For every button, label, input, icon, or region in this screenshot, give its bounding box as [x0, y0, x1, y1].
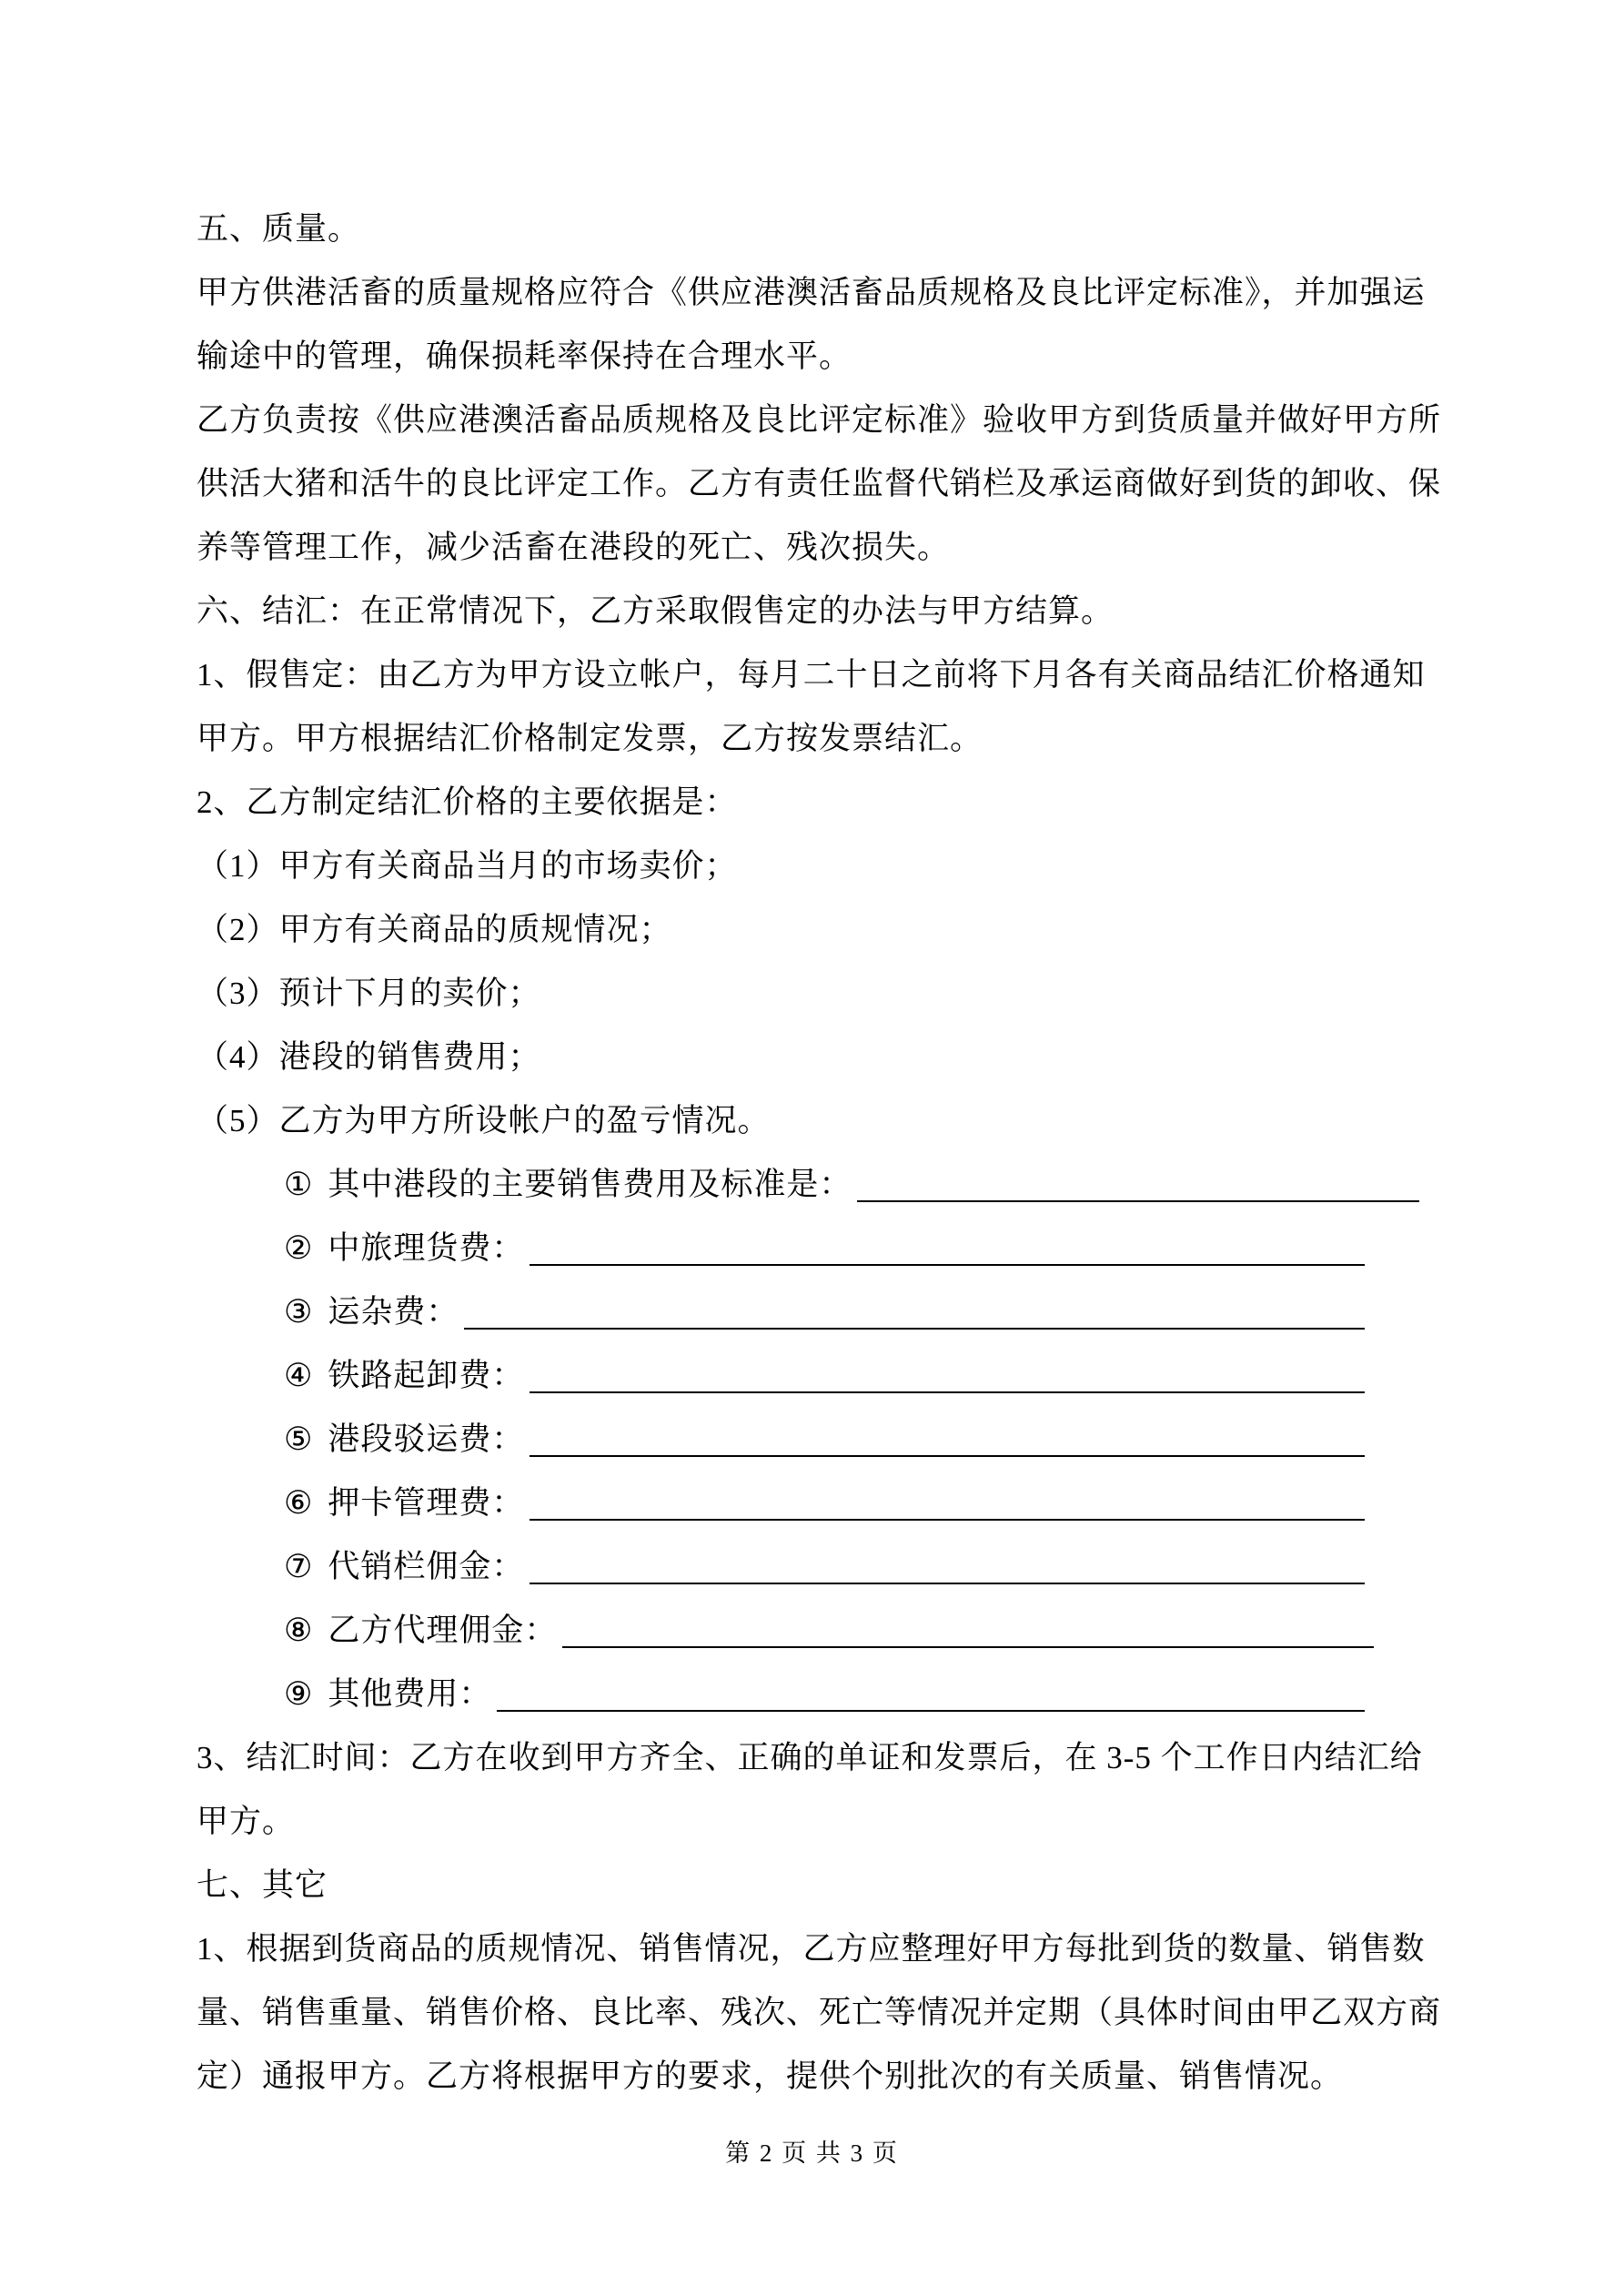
blank-underline — [497, 1663, 1365, 1712]
blank-underline — [530, 1535, 1365, 1584]
blank-underline — [464, 1280, 1365, 1330]
fee-item-line — [284, 1472, 1442, 1535]
text-line: 甲方供港活畜的质量规格应符合《供应港澳活畜品质规格及良比评定标准》，并加强运 — [197, 275, 1426, 310]
fee-label: 押卡管理费： — [328, 1485, 525, 1521]
text-line: （2）甲方有关商品的质规情况； — [197, 912, 672, 947]
blank-underline — [530, 1344, 1365, 1393]
circled-number: ⑤ — [284, 1421, 314, 1457]
fee-item-line — [284, 1663, 1442, 1726]
text-line: 甲方。 — [197, 1804, 296, 1839]
fee-label: 其他费用： — [328, 1676, 492, 1712]
fee-item-line — [284, 1217, 1442, 1280]
blank-underline — [562, 1599, 1374, 1648]
circled-number: ⑥ — [284, 1485, 314, 1521]
fee-label: 港段驳运费： — [328, 1421, 525, 1457]
text-line: （3）预计下月的卖价； — [197, 976, 541, 1011]
fee-item-line — [284, 1535, 1442, 1599]
text-line: 养等管理工作，减少活畜在港段的死亡、残次损失。 — [197, 530, 951, 565]
fee-item-line — [284, 1344, 1442, 1408]
page-footer: 第 2 页 共 3 页 — [725, 2139, 899, 2167]
blank-underline — [530, 1217, 1365, 1266]
text-line: 供活大猪和活牛的良比评定工作。乙方有责任监督代销栏及承运商做好到货的卸收、保 — [197, 466, 1442, 501]
text-line: 六、结汇：在正常情况下，乙方采取假售定的办法与甲方结算。 — [197, 593, 1115, 629]
text-line: （5）乙方为甲方所设帐户的盈亏情况。 — [197, 1103, 771, 1138]
text-line: 甲方。甲方根据结汇价格制定发票，乙方按发票结汇。 — [197, 721, 983, 756]
circled-number: ⑦ — [284, 1549, 314, 1584]
text-line: 五、质量。 — [197, 211, 361, 247]
text-line: 输途中的管理，确保损耗率保持在合理水平。 — [197, 339, 852, 374]
circled-number: ⑧ — [284, 1613, 314, 1648]
text-line: 乙方负责按《供应港澳活畜品质规格及良比评定标准》验收甲方到货质量并做好甲方所 — [197, 402, 1442, 438]
blank-underline — [530, 1408, 1365, 1457]
fee-item-line — [284, 1153, 1442, 1217]
fee-label: 乙方代理佣金： — [328, 1613, 558, 1648]
circled-number: ② — [284, 1230, 314, 1266]
fee-item-line — [284, 1599, 1442, 1663]
text-line: 定）通报甲方。乙方将根据甲方的要求，提供个别批次的有关质量、销售情况。 — [197, 2058, 1344, 2094]
text-line: 量、销售重量、销售价格、良比率、残次、死亡等情况并定期（具体时间由甲乙双方商 — [197, 1995, 1442, 2030]
circled-number: ① — [284, 1167, 314, 1202]
text-line: （1）甲方有关商品当月的市场卖价； — [197, 848, 738, 884]
fee-item-line — [284, 1408, 1442, 1472]
circled-number: ⑨ — [284, 1676, 314, 1712]
text-line: 1、根据到货商品的质规情况、销售情况，乙方应整理好甲方每批到货的数量、销售数 — [197, 1931, 1426, 1967]
fee-label: 代销栏佣金： — [328, 1549, 525, 1584]
circled-number: ④ — [284, 1358, 314, 1393]
text-line: 七、其它 — [197, 1867, 328, 1903]
document-body — [197, 197, 1442, 2109]
text-line: 2、乙方制定结汇价格的主要依据是： — [197, 784, 738, 820]
fee-label: 中旅理货费： — [328, 1230, 525, 1266]
blank-underline — [530, 1472, 1365, 1521]
fee-item-line — [284, 1280, 1442, 1344]
fee-label: 其中港段的主要销售费用及标准是： — [328, 1167, 852, 1202]
fee-label: 铁路起卸费： — [328, 1358, 525, 1393]
text-line: （4）港段的销售费用； — [197, 1039, 541, 1075]
text-line: 3、结汇时间：乙方在收到甲方齐全、正确的单证和发票后，在 3-5 个工作日内结汇给 — [197, 1740, 1423, 1775]
text-line: 1、假售定：由乙方为甲方设立帐户，每月二十日之前将下月各有关商品结汇价格通知 — [197, 657, 1426, 693]
fee-label: 运杂费： — [328, 1294, 459, 1330]
circled-number: ③ — [284, 1294, 314, 1330]
blank-underline — [857, 1153, 1419, 1202]
